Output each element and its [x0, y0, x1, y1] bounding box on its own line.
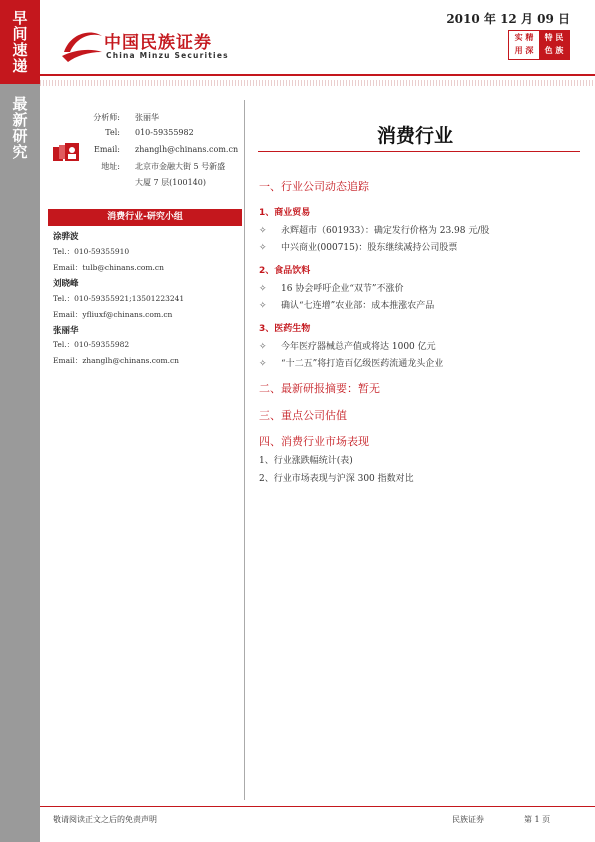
news-item[interactable]: ✧ 永辉超市（601933）：确定发行价格为 23.98 元/股	[259, 226, 490, 236]
report-date: 2010 年 12 月 09 日	[446, 12, 570, 26]
analyst-address-line2: 大厦 7 层(100140)	[135, 178, 206, 187]
banner-bottom-char: 研	[12, 127, 28, 145]
header-rule	[40, 74, 595, 76]
footer-broker: 民族证券	[452, 815, 484, 824]
analyst-name-label: 分析师:	[93, 113, 120, 122]
bullet-icon: ✧	[259, 301, 267, 311]
analyst-tel: 010-59355982	[135, 128, 194, 137]
subsection-heading: 2、食品饮料	[259, 266, 311, 276]
market-item[interactable]: 1、行业涨跌幅统计(表)	[259, 456, 353, 466]
analyst-address-line1: 北京市金融大街 5 号新盛	[135, 162, 226, 171]
member-email[interactable]: Email：zhanglh@chinans.com.cn	[53, 356, 180, 365]
stamp-right: 特 民 色 族	[539, 31, 569, 59]
bullet-icon: ✧	[259, 284, 267, 294]
company-name-en: China Minzu Securities	[106, 51, 229, 60]
page-title: 消费行业	[376, 125, 453, 147]
bullet-icon: ✧	[259, 359, 267, 369]
analyst-email-label: Email:	[93, 145, 120, 154]
stamp-left: 实 精 用 深	[509, 31, 539, 59]
subsection-heading: 1、商业贸易	[259, 208, 311, 218]
news-item[interactable]: ✧ 中兴商业(000715)：股东继续减持公司股票	[259, 243, 458, 253]
banner-top-char: 速	[12, 41, 28, 59]
bullet-icon: ✧	[259, 342, 267, 352]
banner-bottom-char: 新	[12, 111, 28, 129]
title-rule	[258, 151, 580, 152]
side-banner	[0, 0, 40, 842]
analyst-address-label: 地址:	[101, 162, 120, 171]
news-item[interactable]: ✧ “十二五”将打造百亿级医药流通龙头企业	[259, 359, 444, 369]
member-name: 张丽华	[53, 326, 79, 336]
bullet-icon: ✧	[259, 226, 267, 236]
news-item[interactable]: ✧ 16 协会呼吁企业“双节”不涨价	[259, 284, 404, 294]
company-name-cn: 中国民族证券	[104, 33, 212, 53]
member-name: 刘晓峰	[53, 279, 79, 289]
news-item[interactable]: ✧ 确认“七连增”农业部：成本推涨农产品	[259, 301, 435, 311]
section-heading: 三、重点公司估值	[259, 409, 347, 422]
subsection-heading: 3、医药生物	[259, 324, 311, 334]
header-pattern	[40, 80, 595, 86]
member-name: 涂骅波	[53, 232, 79, 242]
banner-bottom-char: 究	[12, 143, 28, 161]
page-number: 第 1 页	[524, 815, 551, 824]
logo-swoosh-icon	[60, 26, 104, 66]
slogan-stamp	[508, 30, 570, 60]
market-item[interactable]: 2、行业市场表现与沪深 300 指数对比	[259, 474, 414, 484]
member-email[interactable]: Email：yfliuxf@chinans.com.cn	[53, 310, 173, 319]
member-tel: Tel.：010-59355982	[53, 340, 130, 349]
section-heading: 一、行业公司动态追踪	[259, 180, 369, 193]
banner-bottom-char: 最	[12, 95, 28, 113]
member-tel: Tel.：010-59355921;13501223241	[53, 294, 185, 303]
banner-top-char: 间	[12, 25, 28, 43]
analyst-email[interactable]: zhanglh@chinans.com.cn	[135, 145, 239, 154]
banner-top-char: 早	[12, 9, 28, 27]
member-email[interactable]: Email：tulb@chinans.com.cn	[53, 263, 164, 272]
bullet-icon: ✧	[259, 243, 267, 253]
column-divider	[244, 100, 245, 800]
section-heading: 四、消费行业市场表现	[259, 435, 369, 448]
news-item[interactable]: ✧ 今年医疗器械总产值或将达 1000 亿元	[259, 342, 436, 352]
side-banner-gray	[0, 84, 40, 842]
banner-top-char: 递	[12, 57, 28, 75]
company-logo	[60, 26, 240, 66]
analyst-tel-label: Tel:	[105, 128, 120, 137]
member-tel: Tel.：010-59355910	[53, 247, 130, 256]
analyst-name: 张丽华	[135, 113, 159, 122]
disclaimer-note: 敬请阅读正文之后的免责声明	[53, 815, 157, 824]
team-header: 消费行业-研究小组	[48, 209, 242, 226]
footer-rule	[40, 806, 595, 807]
section-heading: 二、最新研报摘要：暂无	[259, 382, 380, 395]
